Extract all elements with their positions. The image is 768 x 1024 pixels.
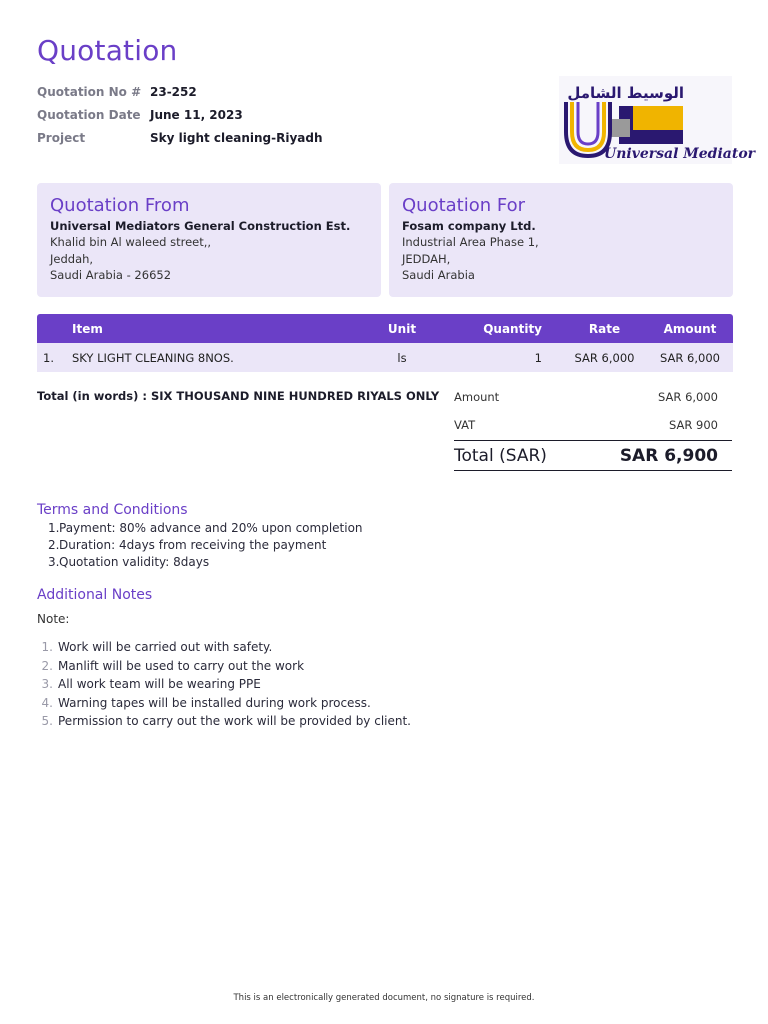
from-heading: Quotation From (50, 195, 190, 216)
for-address-line: Industrial Area Phase 1, (402, 235, 539, 249)
header-item: Item (72, 321, 103, 336)
meta-row-number (37, 80, 323, 103)
term-text: Quotation validity: 8days (59, 555, 210, 569)
meta-row-date (37, 103, 323, 126)
row-unit: ls (397, 350, 407, 365)
list-item: 3.Quotation validity: 8days (48, 555, 210, 569)
logo-arabic-text: الوسيط الشامل (567, 84, 684, 102)
amount-row (454, 383, 732, 411)
header-rate: Rate (588, 321, 621, 336)
universal-mediator-logo-icon (559, 76, 756, 164)
row-index: 1. (43, 350, 54, 365)
meta-row-project (37, 126, 323, 149)
note-text: Manlift will be used to carry out the work (58, 658, 305, 673)
meta-label: Quotation No # (37, 84, 142, 99)
row-quantity: 1 (534, 350, 542, 365)
header-quantity: Quantity (483, 321, 542, 336)
note-number: 4. (41, 695, 53, 710)
term-text: Duration: 4days from receiving the payment (59, 538, 327, 552)
logo-grey-block (610, 119, 630, 137)
items-table-header (37, 314, 733, 343)
header-unit: Unit (387, 321, 417, 336)
header-amount: Amount (663, 321, 717, 336)
vat-label: VAT (454, 418, 476, 432)
table-row (37, 343, 733, 372)
logo-gold-block (633, 106, 683, 130)
list-item: 1.Payment: 80% advance and 20% upon completion (48, 521, 363, 535)
list-item (37, 657, 411, 676)
for-company-name: Fosam company Ltd. (402, 219, 536, 233)
for-address-line: JEDDAH, (402, 251, 451, 266)
grand-total-row (454, 440, 732, 471)
meta-label: Quotation Date (37, 107, 141, 122)
project-name: Sky light cleaning-Riyadh (150, 130, 323, 145)
totals-summary (454, 383, 732, 471)
notes-list (37, 638, 411, 731)
page-title: Quotation (37, 34, 178, 67)
row-rate: SAR 6,000 (574, 350, 635, 365)
list-item: 2.Duration: 4days from receiving the payment (48, 538, 327, 552)
vat-value: SAR 900 (669, 418, 718, 432)
for-address-line: Saudi Arabia (402, 268, 475, 282)
from-company-name: Universal Mediators General Construction Est. (50, 219, 351, 233)
quotation-for-card (389, 183, 733, 297)
note-number: 1. (41, 640, 53, 654)
row-item: SKY LIGHT CLEANING 8NOS. (72, 350, 234, 365)
note-label: Note: (37, 612, 70, 626)
grand-total-label: Total (SAR) (454, 445, 547, 466)
row-amount: SAR 6,000 (660, 350, 720, 365)
note-number: 2. (41, 658, 53, 673)
note-number: 5. (41, 714, 53, 728)
from-address-line: Jeddah, (50, 251, 94, 266)
quotation-number: 23-252 (150, 84, 197, 99)
items-table (37, 314, 733, 372)
note-text: All work team will be wearing PPE (58, 677, 261, 691)
from-address-line: Saudi Arabia - 26652 (50, 268, 172, 282)
note-number: 3. (41, 677, 53, 691)
from-address-line: Khalid bin Al waleed street,, (50, 235, 212, 249)
amount-value: SAR 6,000 (658, 390, 718, 404)
total-in-words: Total (in words) : SIX THOUSAND NINE HUNDRED RIYALS ONLY (37, 389, 440, 403)
list-item (37, 675, 411, 694)
notes-heading: Additional Notes (37, 587, 153, 603)
company-logo (559, 76, 756, 164)
logo-english-text: Universal Mediator (604, 146, 756, 162)
note-text: Permission to carry out the work will be provided by client. (58, 714, 411, 728)
list-item (37, 712, 411, 731)
list-item (37, 694, 411, 713)
term-text: Payment: 80% advance and 20% upon completion (59, 521, 363, 535)
quotation-meta (37, 80, 323, 149)
meta-label: Project (37, 130, 86, 145)
amount-label: Amount (454, 390, 500, 404)
terms-heading: Terms and Conditions (37, 502, 188, 518)
note-text: Warning tapes will be installed during work process. (58, 695, 371, 710)
note-text: Work will be carried out with safety. (58, 640, 273, 654)
vat-row (454, 411, 732, 439)
footer-disclaimer: This is an electronically generated document, no signature is required. (233, 993, 535, 1003)
list-item (37, 638, 411, 657)
logo-u-inner (578, 102, 598, 144)
quotation-date: June 11, 2023 (150, 107, 243, 122)
terms-list (48, 520, 363, 571)
grand-total-value: SAR 6,900 (619, 445, 718, 466)
quotation-from-card (37, 183, 381, 297)
for-heading: Quotation For (402, 195, 526, 216)
